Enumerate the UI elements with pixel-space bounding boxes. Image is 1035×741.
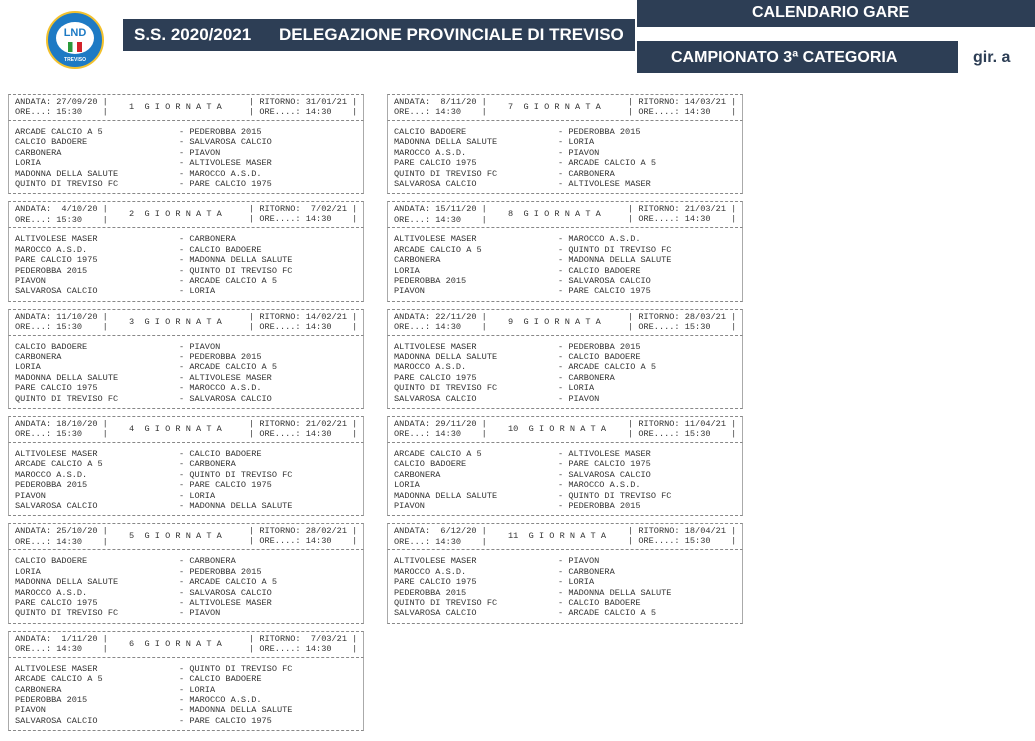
ritorno-date: | RITORNO: 11/04/21 |	[628, 419, 737, 430]
home-team: PARE CALCIO 1975	[15, 255, 98, 266]
match-row	[15, 394, 363, 404]
round-number: 7 G I O R N A T A	[508, 102, 601, 112]
home-team: MADONNA DELLA SALUTE	[394, 490, 498, 501]
away-team: - MADONNA DELLA SALUTE	[558, 255, 672, 266]
andata-time: ORE...: 15:30 |	[15, 214, 108, 225]
match-row	[394, 394, 742, 404]
match-row	[394, 449, 742, 459]
away-team: - SALVAROSA CALCIO	[179, 137, 272, 148]
andata-date: ANDATA: 27/09/20 |	[15, 97, 108, 107]
home-team: PIAVON	[15, 275, 46, 286]
home-team: CARBONERA	[15, 352, 62, 363]
home-team: QUINTO DI TREVISO FC	[15, 608, 119, 619]
round-header	[387, 523, 743, 550]
away-team: - LORIA	[558, 383, 595, 394]
andata-date: ANDATA: 25/10/20 |	[15, 526, 108, 537]
home-team: MADONNA DELLA SALUTE	[15, 577, 119, 588]
match-row	[394, 480, 742, 490]
match-row	[394, 373, 742, 383]
round-block	[8, 94, 364, 194]
away-team: - CALCIO BADOERE	[179, 449, 262, 460]
match-row	[15, 567, 363, 577]
match-row	[394, 491, 742, 501]
ritorno-time: | ORE....: 14:30 |	[628, 214, 737, 225]
away-team: - PARE CALCIO 1975	[179, 178, 272, 189]
away-team: - LORIA	[558, 137, 595, 148]
ritorno-time: | ORE....: 14:30 |	[249, 321, 358, 332]
match-row	[394, 169, 742, 179]
away-team: - CALCIO BADOERE	[558, 265, 641, 276]
andata-date: ANDATA: 11/10/20 |	[15, 311, 108, 322]
match-row	[15, 705, 363, 715]
round-block	[8, 416, 364, 516]
home-team: ALTIVOLESE MASER	[394, 341, 477, 352]
home-team: PIAVON	[394, 500, 425, 511]
match-row	[394, 567, 742, 577]
away-team: - CALCIO BADOERE	[558, 352, 641, 363]
away-team: - SALVAROSA CALCIO	[179, 393, 272, 404]
round-header	[8, 94, 364, 121]
match-row	[15, 352, 363, 362]
match-row	[15, 137, 363, 147]
andata-time: ORE...: 14:30 |	[15, 644, 108, 655]
match-row	[15, 501, 363, 511]
match-row	[394, 556, 742, 566]
andata-date: ANDATA: 29/11/20 |	[394, 419, 487, 430]
match-row	[15, 169, 363, 179]
round-header	[8, 523, 364, 550]
round-block	[387, 416, 743, 516]
match-row	[394, 179, 742, 189]
match-row	[15, 480, 363, 490]
away-team: - PEDEROBBA 2015	[179, 127, 262, 137]
home-team: PARE CALCIO 1975	[394, 577, 477, 588]
home-team: MAROCCO A.S.D.	[394, 566, 467, 577]
away-team: - MAROCCO A.S.D.	[179, 168, 262, 179]
ritorno-time: | ORE....: 14:30 |	[249, 429, 358, 440]
round-header	[8, 201, 364, 228]
match-row	[394, 342, 742, 352]
home-team: MADONNA DELLA SALUTE	[394, 137, 498, 148]
round-header	[387, 309, 743, 336]
away-team: - LORIA	[179, 684, 216, 695]
round-block	[8, 201, 364, 301]
match-list	[8, 228, 364, 301]
andata-time: ORE...: 14:30 |	[394, 536, 487, 547]
ritorno-date: | RITORNO: 28/03/21 |	[628, 311, 737, 322]
away-team: - PEDEROBBA 2015	[558, 341, 641, 352]
away-team: - CARBONERA	[179, 556, 236, 567]
andata-date: ANDATA: 1/11/20 |	[15, 633, 108, 644]
home-team: CALCIO BADOERE	[15, 341, 88, 352]
round-number: 6 G I O R N A T A	[129, 638, 222, 649]
match-row	[15, 276, 363, 286]
match-row	[15, 266, 363, 276]
away-team: - MAROCCO A.S.D.	[558, 234, 641, 245]
match-list	[387, 443, 743, 516]
away-team: - PEDEROBBA 2015	[179, 352, 262, 363]
away-team: - PARE CALCIO 1975	[558, 459, 651, 470]
andata-date: ANDATA: 8/11/20 |	[394, 97, 487, 107]
round-number: 4 G I O R N A T A	[129, 424, 222, 435]
match-row	[15, 373, 363, 383]
ritorno-time: | ORE....: 14:30 |	[249, 107, 358, 117]
away-team: - ARCADE CALCIO A 5	[558, 158, 656, 169]
away-team: - PARE CALCIO 1975	[179, 480, 272, 491]
away-team: - PIAVON	[179, 341, 221, 352]
away-team: - MADONNA DELLA SALUTE	[179, 705, 293, 716]
round-block	[387, 309, 743, 409]
match-row	[15, 449, 363, 459]
home-team: MAROCCO A.S.D.	[394, 362, 467, 373]
match-row	[15, 362, 363, 372]
home-team: ARCADE CALCIO A 5	[15, 674, 103, 685]
andata-time: ORE...: 15:30 |	[15, 429, 108, 440]
match-list	[387, 228, 743, 301]
match-list	[387, 121, 743, 194]
away-team: - QUINTO DI TREVISO FC	[558, 244, 672, 255]
championship-title: CAMPIONATO 3ª CATEGORIA	[671, 49, 898, 66]
away-team: - PARE CALCIO 1975	[558, 286, 651, 297]
home-team: PIAVON	[394, 286, 425, 297]
home-team: PARE CALCIO 1975	[394, 372, 477, 383]
away-team: - QUINTO DI TREVISO FC	[179, 265, 293, 276]
match-row	[15, 158, 363, 168]
home-team: CALCIO BADOERE	[15, 556, 88, 567]
andata-date: ANDATA: 15/11/20 |	[394, 204, 487, 215]
home-team: PIAVON	[15, 705, 46, 716]
match-row	[15, 598, 363, 608]
andata-date: ANDATA: 18/10/20 |	[15, 419, 108, 430]
away-team: - QUINTO DI TREVISO FC	[558, 490, 672, 501]
round-block	[8, 523, 364, 623]
away-team: - ARCADE CALCIO A 5	[558, 362, 656, 373]
away-team: - LORIA	[558, 577, 595, 588]
home-team: CALCIO BADOERE	[394, 127, 467, 137]
ritorno-date: | RITORNO: 21/03/21 |	[628, 204, 737, 215]
home-team: PEDEROBBA 2015	[394, 587, 467, 598]
rounds-column-right	[387, 87, 743, 624]
away-team: - SALVAROSA CALCIO	[558, 469, 651, 480]
away-team: - MAROCCO A.S.D.	[179, 694, 262, 705]
andata-date: ANDATA: 4/10/20 |	[15, 204, 108, 215]
round-block	[8, 631, 364, 731]
home-team: CARBONERA	[394, 469, 441, 480]
match-row	[394, 459, 742, 469]
home-team: QUINTO DI TREVISO FC	[394, 597, 498, 608]
home-team: LORIA	[394, 480, 420, 491]
away-team: - MAROCCO A.S.D.	[558, 480, 641, 491]
home-team: PIAVON	[15, 490, 46, 501]
ritorno-time: | ORE....: 15:30 |	[628, 321, 737, 332]
home-team: ARCADE CALCIO A 5	[394, 449, 482, 460]
delegation-title: DELEGAZIONE PROVINCIALE DI TREVISO	[279, 25, 624, 44]
home-team: MAROCCO A.S.D.	[15, 587, 88, 598]
match-row	[394, 501, 742, 511]
round-header	[387, 416, 743, 443]
away-team: - CARBONERA	[558, 372, 615, 383]
logo-text: LND	[63, 27, 87, 39]
home-team: SALVAROSA CALCIO	[394, 393, 477, 404]
away-team: - CARBONERA	[179, 234, 236, 245]
home-team: PEDEROBBA 2015	[15, 480, 88, 491]
match-row	[394, 588, 742, 598]
andata-time: ORE...: 14:30 |	[394, 429, 487, 440]
ritorno-date: | RITORNO: 21/02/21 |	[249, 419, 358, 430]
home-team: SALVAROSA CALCIO	[394, 608, 477, 619]
match-row	[394, 127, 742, 137]
match-list	[8, 658, 364, 731]
season-title: S.S. 2020/2021	[134, 25, 252, 44]
ritorno-date: | RITORNO: 14/03/21 |	[628, 97, 737, 107]
away-team: - PEDEROBBA 2015	[179, 566, 262, 577]
away-team: - PIAVON	[558, 556, 600, 567]
andata-time: ORE...: 14:30 |	[15, 536, 108, 547]
home-team: QUINTO DI TREVISO FC	[15, 178, 119, 189]
away-team: - LORIA	[179, 286, 216, 297]
away-team: - ALTIVOLESE MASER	[558, 178, 651, 189]
home-team: MADONNA DELLA SALUTE	[15, 372, 119, 383]
andata-date: ANDATA: 6/12/20 |	[394, 526, 487, 537]
home-team: SALVAROSA CALCIO	[15, 715, 98, 726]
home-team: ARCADE CALCIO A 5	[15, 459, 103, 470]
away-team: - ALTIVOLESE MASER	[179, 372, 272, 383]
match-row	[394, 470, 742, 480]
match-row	[15, 179, 363, 189]
match-row	[15, 556, 363, 566]
home-team: CARBONERA	[15, 684, 62, 695]
round-block	[387, 201, 743, 301]
round-header	[387, 94, 743, 121]
logo-subtitle: TREVISO	[64, 57, 86, 63]
home-team: MAROCCO A.S.D.	[15, 244, 88, 255]
match-list	[8, 550, 364, 623]
away-team: - MAROCCO A.S.D.	[179, 383, 262, 394]
home-team: PARE CALCIO 1975	[15, 383, 98, 394]
ritorno-time: | ORE....: 14:30 |	[628, 107, 737, 117]
home-team: LORIA	[15, 566, 41, 577]
ritorno-date: | RITORNO: 7/02/21 |	[249, 204, 358, 215]
home-team: LORIA	[394, 265, 420, 276]
round-header	[387, 201, 743, 228]
away-team: - PIAVON	[179, 147, 221, 158]
ritorno-date: | RITORNO: 31/01/21 |	[249, 97, 358, 107]
home-team: QUINTO DI TREVISO FC	[394, 168, 498, 179]
andata-date: ANDATA: 22/11/20 |	[394, 311, 487, 322]
home-team: CALCIO BADOERE	[15, 137, 88, 148]
match-row	[15, 491, 363, 501]
ritorno-date: | RITORNO: 14/02/21 |	[249, 311, 358, 322]
match-row	[394, 362, 742, 372]
away-team: - LORIA	[179, 490, 216, 501]
match-list	[387, 550, 743, 623]
away-team: - MADONNA DELLA SALUTE	[179, 255, 293, 266]
round-number: 2 G I O R N A T A	[129, 209, 222, 220]
away-team: - ARCADE CALCIO A 5	[179, 362, 277, 373]
match-row	[394, 608, 742, 618]
home-team: CARBONERA	[394, 255, 441, 266]
home-team: PEDEROBBA 2015	[15, 265, 88, 276]
away-team: - ALTIVOLESE MASER	[558, 449, 651, 460]
home-team: QUINTO DI TREVISO FC	[15, 393, 119, 404]
match-row	[394, 234, 742, 244]
home-team: ARCADE CALCIO A 5	[15, 127, 103, 137]
calendar-title: CALENDARIO GARE	[752, 4, 910, 21]
away-team: - SALVAROSA CALCIO	[179, 587, 272, 598]
match-row	[15, 608, 363, 618]
home-team: PEDEROBBA 2015	[15, 694, 88, 705]
home-team: SALVAROSA CALCIO	[394, 178, 477, 189]
match-row	[394, 577, 742, 587]
ritorno-time: | ORE....: 14:30 |	[249, 643, 358, 654]
round-number: 1 G I O R N A T A	[129, 102, 222, 112]
match-row	[394, 266, 742, 276]
match-row	[15, 664, 363, 674]
match-row	[15, 459, 363, 469]
match-row	[15, 685, 363, 695]
home-team: QUINTO DI TREVISO FC	[394, 383, 498, 394]
ritorno-time: | ORE....: 14:30 |	[249, 214, 358, 225]
home-team: CALCIO BADOERE	[394, 459, 467, 470]
away-team: - CARBONERA	[558, 168, 615, 179]
match-row	[394, 158, 742, 168]
round-header	[8, 309, 364, 336]
home-team: ARCADE CALCIO A 5	[394, 244, 482, 255]
home-team: SALVAROSA CALCIO	[15, 286, 98, 297]
away-team: - CALCIO BADOERE	[558, 597, 641, 608]
round-number: 5 G I O R N A T A	[129, 531, 222, 542]
round-block	[387, 523, 743, 623]
away-team: - ALTIVOLESE MASER	[179, 158, 272, 169]
match-row	[15, 695, 363, 705]
match-row	[394, 255, 742, 265]
home-team: ALTIVOLESE MASER	[15, 234, 98, 245]
home-team: MAROCCO A.S.D.	[15, 469, 88, 480]
away-team: - MADONNA DELLA SALUTE	[558, 587, 672, 598]
round-block	[387, 94, 743, 194]
rounds-column-left	[8, 87, 364, 731]
away-team: - PEDEROBBA 2015	[558, 127, 641, 137]
ritorno-time: | ORE....: 15:30 |	[628, 536, 737, 547]
round-number: 10 G I O R N A T A	[508, 424, 606, 435]
away-team: - ALTIVOLESE MASER	[179, 597, 272, 608]
match-row	[15, 127, 363, 137]
group-label: gir. a	[973, 49, 1011, 66]
home-team: PARE CALCIO 1975	[394, 158, 477, 169]
ritorno-date: | RITORNO: 18/04/21 |	[628, 526, 737, 537]
match-row	[15, 588, 363, 598]
away-team: - PARE CALCIO 1975	[179, 715, 272, 726]
round-number: 11 G I O R N A T A	[508, 531, 606, 542]
match-list	[387, 336, 743, 409]
match-row	[394, 286, 742, 296]
andata-time: ORE...: 14:30 |	[394, 322, 487, 333]
match-row	[394, 137, 742, 147]
andata-time: ORE...: 15:30 |	[15, 107, 108, 118]
round-number: 9 G I O R N A T A	[508, 316, 601, 327]
match-list	[8, 336, 364, 409]
home-team: ALTIVOLESE MASER	[15, 449, 98, 460]
andata-time: ORE...: 14:30 |	[394, 107, 487, 118]
home-team: ALTIVOLESE MASER	[394, 234, 477, 245]
match-row	[15, 470, 363, 480]
home-team: CARBONERA	[15, 147, 62, 158]
match-row	[15, 716, 363, 726]
home-team: ALTIVOLESE MASER	[394, 556, 477, 567]
match-row	[394, 383, 742, 393]
match-row	[15, 577, 363, 587]
ritorno-time: | ORE....: 14:30 |	[249, 536, 358, 547]
away-team: - SALVAROSA CALCIO	[558, 275, 651, 286]
round-header	[8, 416, 364, 443]
away-team: - CARBONERA	[558, 566, 615, 577]
away-team: - PIAVON	[558, 147, 600, 158]
ritorno-date: | RITORNO: 7/03/21 |	[249, 633, 358, 644]
away-team: - CARBONERA	[179, 459, 236, 470]
home-team: MADONNA DELLA SALUTE	[15, 168, 119, 179]
match-row	[15, 148, 363, 158]
away-team: - QUINTO DI TREVISO FC	[179, 663, 293, 674]
away-team: - PEDEROBBA 2015	[558, 500, 641, 511]
match-row	[394, 598, 742, 608]
italy-shield-icon	[68, 42, 82, 52]
home-team: MAROCCO A.S.D.	[394, 147, 467, 158]
andata-time: ORE...: 14:30 |	[394, 214, 487, 225]
ritorno-time: | ORE....: 15:30 |	[628, 429, 737, 440]
ritorno-date: | RITORNO: 28/02/21 |	[249, 526, 358, 537]
match-list	[8, 121, 364, 194]
away-team: - ARCADE CALCIO A 5	[179, 577, 277, 588]
round-block	[8, 309, 364, 409]
away-team: - PIAVON	[179, 608, 221, 619]
match-row	[15, 674, 363, 684]
home-team: PEDEROBBA 2015	[394, 275, 467, 286]
away-team: - ARCADE CALCIO A 5	[558, 608, 656, 619]
andata-time: ORE...: 15:30 |	[15, 322, 108, 333]
home-team: ALTIVOLESE MASER	[15, 663, 98, 674]
match-row	[15, 342, 363, 352]
away-team: - CALCIO BADOERE	[179, 244, 262, 255]
lnd-logo	[46, 11, 104, 69]
round-number: 3 G I O R N A T A	[129, 316, 222, 327]
match-list	[8, 443, 364, 516]
away-team: - MADONNA DELLA SALUTE	[179, 500, 293, 511]
home-team: MADONNA DELLA SALUTE	[394, 352, 498, 363]
match-row	[394, 352, 742, 362]
match-row	[15, 255, 363, 265]
match-row	[394, 148, 742, 158]
away-team: - ARCADE CALCIO A 5	[179, 275, 277, 286]
match-row	[15, 286, 363, 296]
home-team: PARE CALCIO 1975	[15, 597, 98, 608]
match-row	[15, 245, 363, 255]
home-team: LORIA	[15, 158, 41, 169]
away-team: - PIAVON	[558, 393, 600, 404]
match-row	[394, 245, 742, 255]
home-team: LORIA	[15, 362, 41, 373]
round-header	[8, 631, 364, 658]
match-row	[15, 383, 363, 393]
round-number: 8 G I O R N A T A	[508, 209, 601, 220]
away-team: - CALCIO BADOERE	[179, 674, 262, 685]
away-team: - QUINTO DI TREVISO FC	[179, 469, 293, 480]
match-row	[394, 276, 742, 286]
match-row	[15, 234, 363, 244]
home-team: SALVAROSA CALCIO	[15, 500, 98, 511]
